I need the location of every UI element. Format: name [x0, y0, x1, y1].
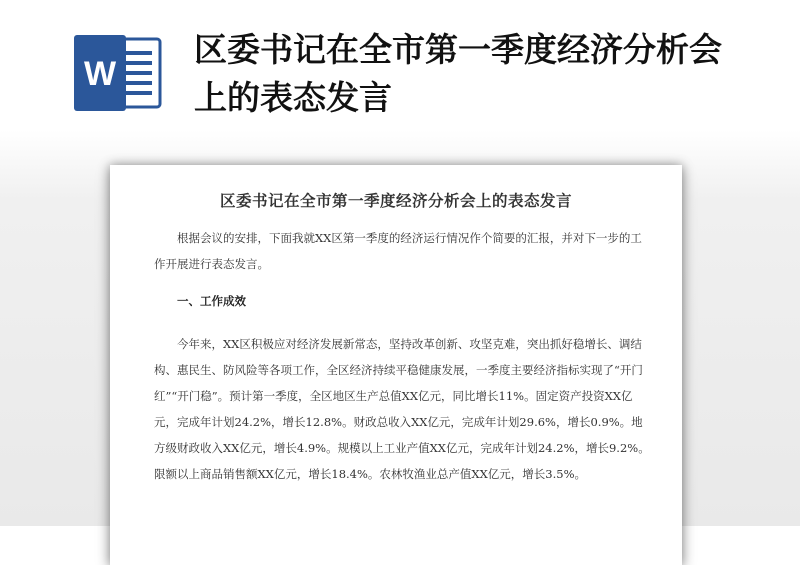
word-icon-letter: W	[83, 55, 117, 93]
document-page	[110, 165, 682, 565]
page-title: 区委书记在全市第一季度经济分析会上的表态发言	[194, 30, 722, 117]
word-icon	[72, 35, 164, 111]
document-paragraph-achievements: 今年来，XX区积极应对经济发展新常态，坚持改革创新、攻坚克难，突出抓好稳增长、调结构、惠民生、防风险等各项工作，全区经济持续平稳健康发展，一季度主要经济指标实现了“开门红”“开门稳”。预计第一季度，全区地区生产总值XX亿元，同比增长11%。固定资产投资XX亿元，完成年计划24.2%，增长12.8%。财政总收入XX亿元，完成年计划29.6%，增长0.9%。地方级财政收入XX亿元，增长4.9%。规模以上工业产值XX亿元，完成年计划24.2%，增长9.2%。限额以上商品销售额XX亿元，增长18.4%。农林牧渔业总产值XX亿元，增长3.5%。	[154, 337, 650, 481]
document-title: 区委书记在全市第一季度经济分析会上的表态发言	[219, 191, 572, 210]
document-paragraph-intro: 根据会议的安排，下面我就XX区第一季度的经济运行情况作个简要的汇报，并对下一步的工作开展进行表态发言。	[154, 231, 642, 271]
document-heading: 一、工作成效	[177, 294, 246, 308]
